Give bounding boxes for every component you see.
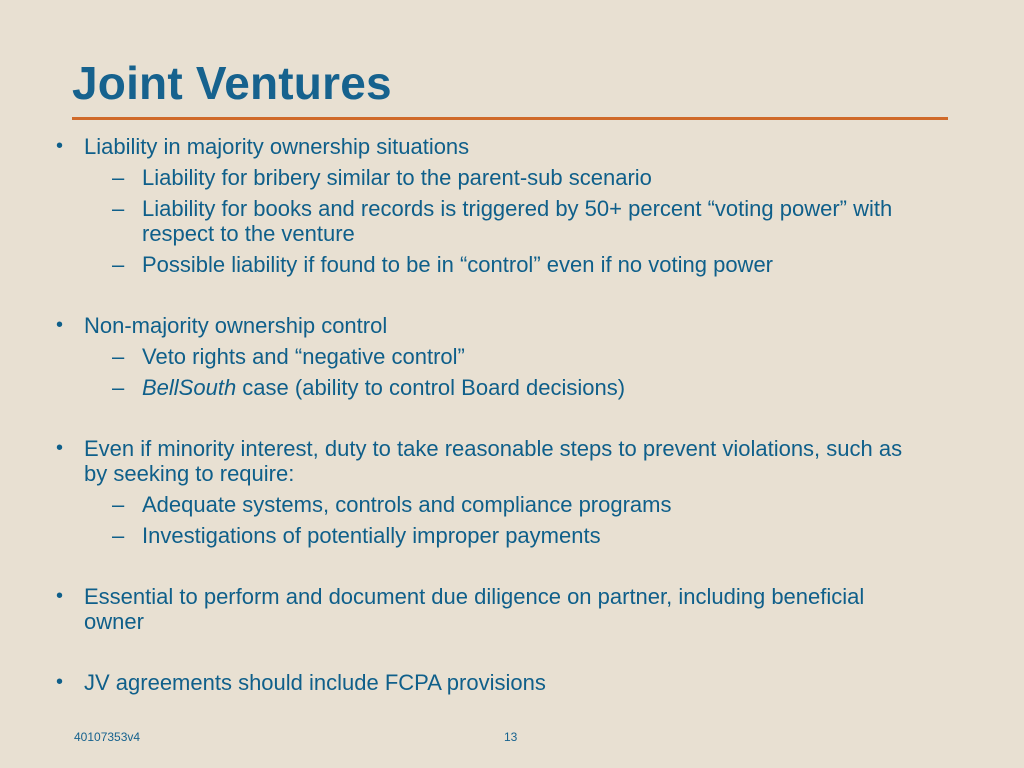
- sub-bullet-item: [84, 492, 916, 517]
- bullet-icon: •: [56, 585, 64, 607]
- sub-bullet-text: Adequate systems, controls and compliance programs: [142, 492, 672, 517]
- bullet-item: [56, 436, 916, 548]
- title-divider: [72, 117, 948, 120]
- sub-bullet-item: [84, 523, 916, 548]
- dash-icon: –: [112, 523, 125, 548]
- footer-page-number: 13: [504, 730, 518, 744]
- sub-bullet-text: case (ability to control Board decisions): [236, 375, 626, 400]
- bullet-item: [56, 584, 916, 634]
- bullet-item: [56, 313, 916, 400]
- sub-bullet-list: [84, 344, 916, 400]
- bullet-text: Even if minority interest, duty to take reasonable steps to prevent violations, such as by seeking to require:: [84, 436, 903, 486]
- sub-bullet-list: [84, 492, 916, 548]
- bullet-item: [56, 134, 916, 277]
- dash-icon: –: [112, 344, 125, 369]
- bullet-icon: •: [56, 314, 64, 336]
- case-name: BellSouth: [142, 375, 237, 400]
- bullet-text: Essential to perform and document due diligence on partner, including beneficial owner: [84, 584, 865, 634]
- bullet-icon: •: [56, 671, 64, 693]
- sub-bullet-text: Veto rights and “negative control”: [142, 344, 465, 369]
- dash-icon: –: [112, 165, 125, 190]
- bullet-item: [56, 670, 916, 695]
- bullet-text: Liability in majority ownership situations: [84, 134, 470, 159]
- sub-bullet-item: [84, 196, 916, 246]
- slide-title: Joint Ventures: [72, 57, 392, 109]
- bullet-icon: •: [56, 135, 64, 157]
- sub-bullet-item: [84, 344, 916, 369]
- sub-bullet-item: [84, 165, 916, 190]
- bullet-icon: •: [56, 437, 64, 459]
- footer-doc-id: 40107353v4: [74, 730, 141, 744]
- bullet-list: [56, 134, 916, 695]
- sub-bullet-list: [84, 165, 916, 277]
- bullet-text: JV agreements should include FCPA provisions: [84, 670, 546, 695]
- sub-bullet-text: Liability for bribery similar to the parent-sub scenario: [142, 165, 652, 190]
- dash-icon: –: [112, 252, 125, 277]
- dash-icon: –: [112, 492, 125, 517]
- sub-bullet-item: [84, 252, 916, 277]
- sub-bullet-text: Investigations of potentially improper payments: [142, 523, 601, 548]
- dash-icon: –: [112, 196, 125, 221]
- sub-bullet-text: Liability for books and records is triggered by 50+ percent “voting power” with respect to the venture: [142, 196, 893, 246]
- sub-bullet-text: Possible liability if found to be in “control” even if no voting power: [142, 252, 774, 277]
- dash-icon: –: [112, 375, 125, 400]
- bullet-text: Non-majority ownership control: [84, 313, 388, 338]
- sub-bullet-item: [84, 375, 916, 400]
